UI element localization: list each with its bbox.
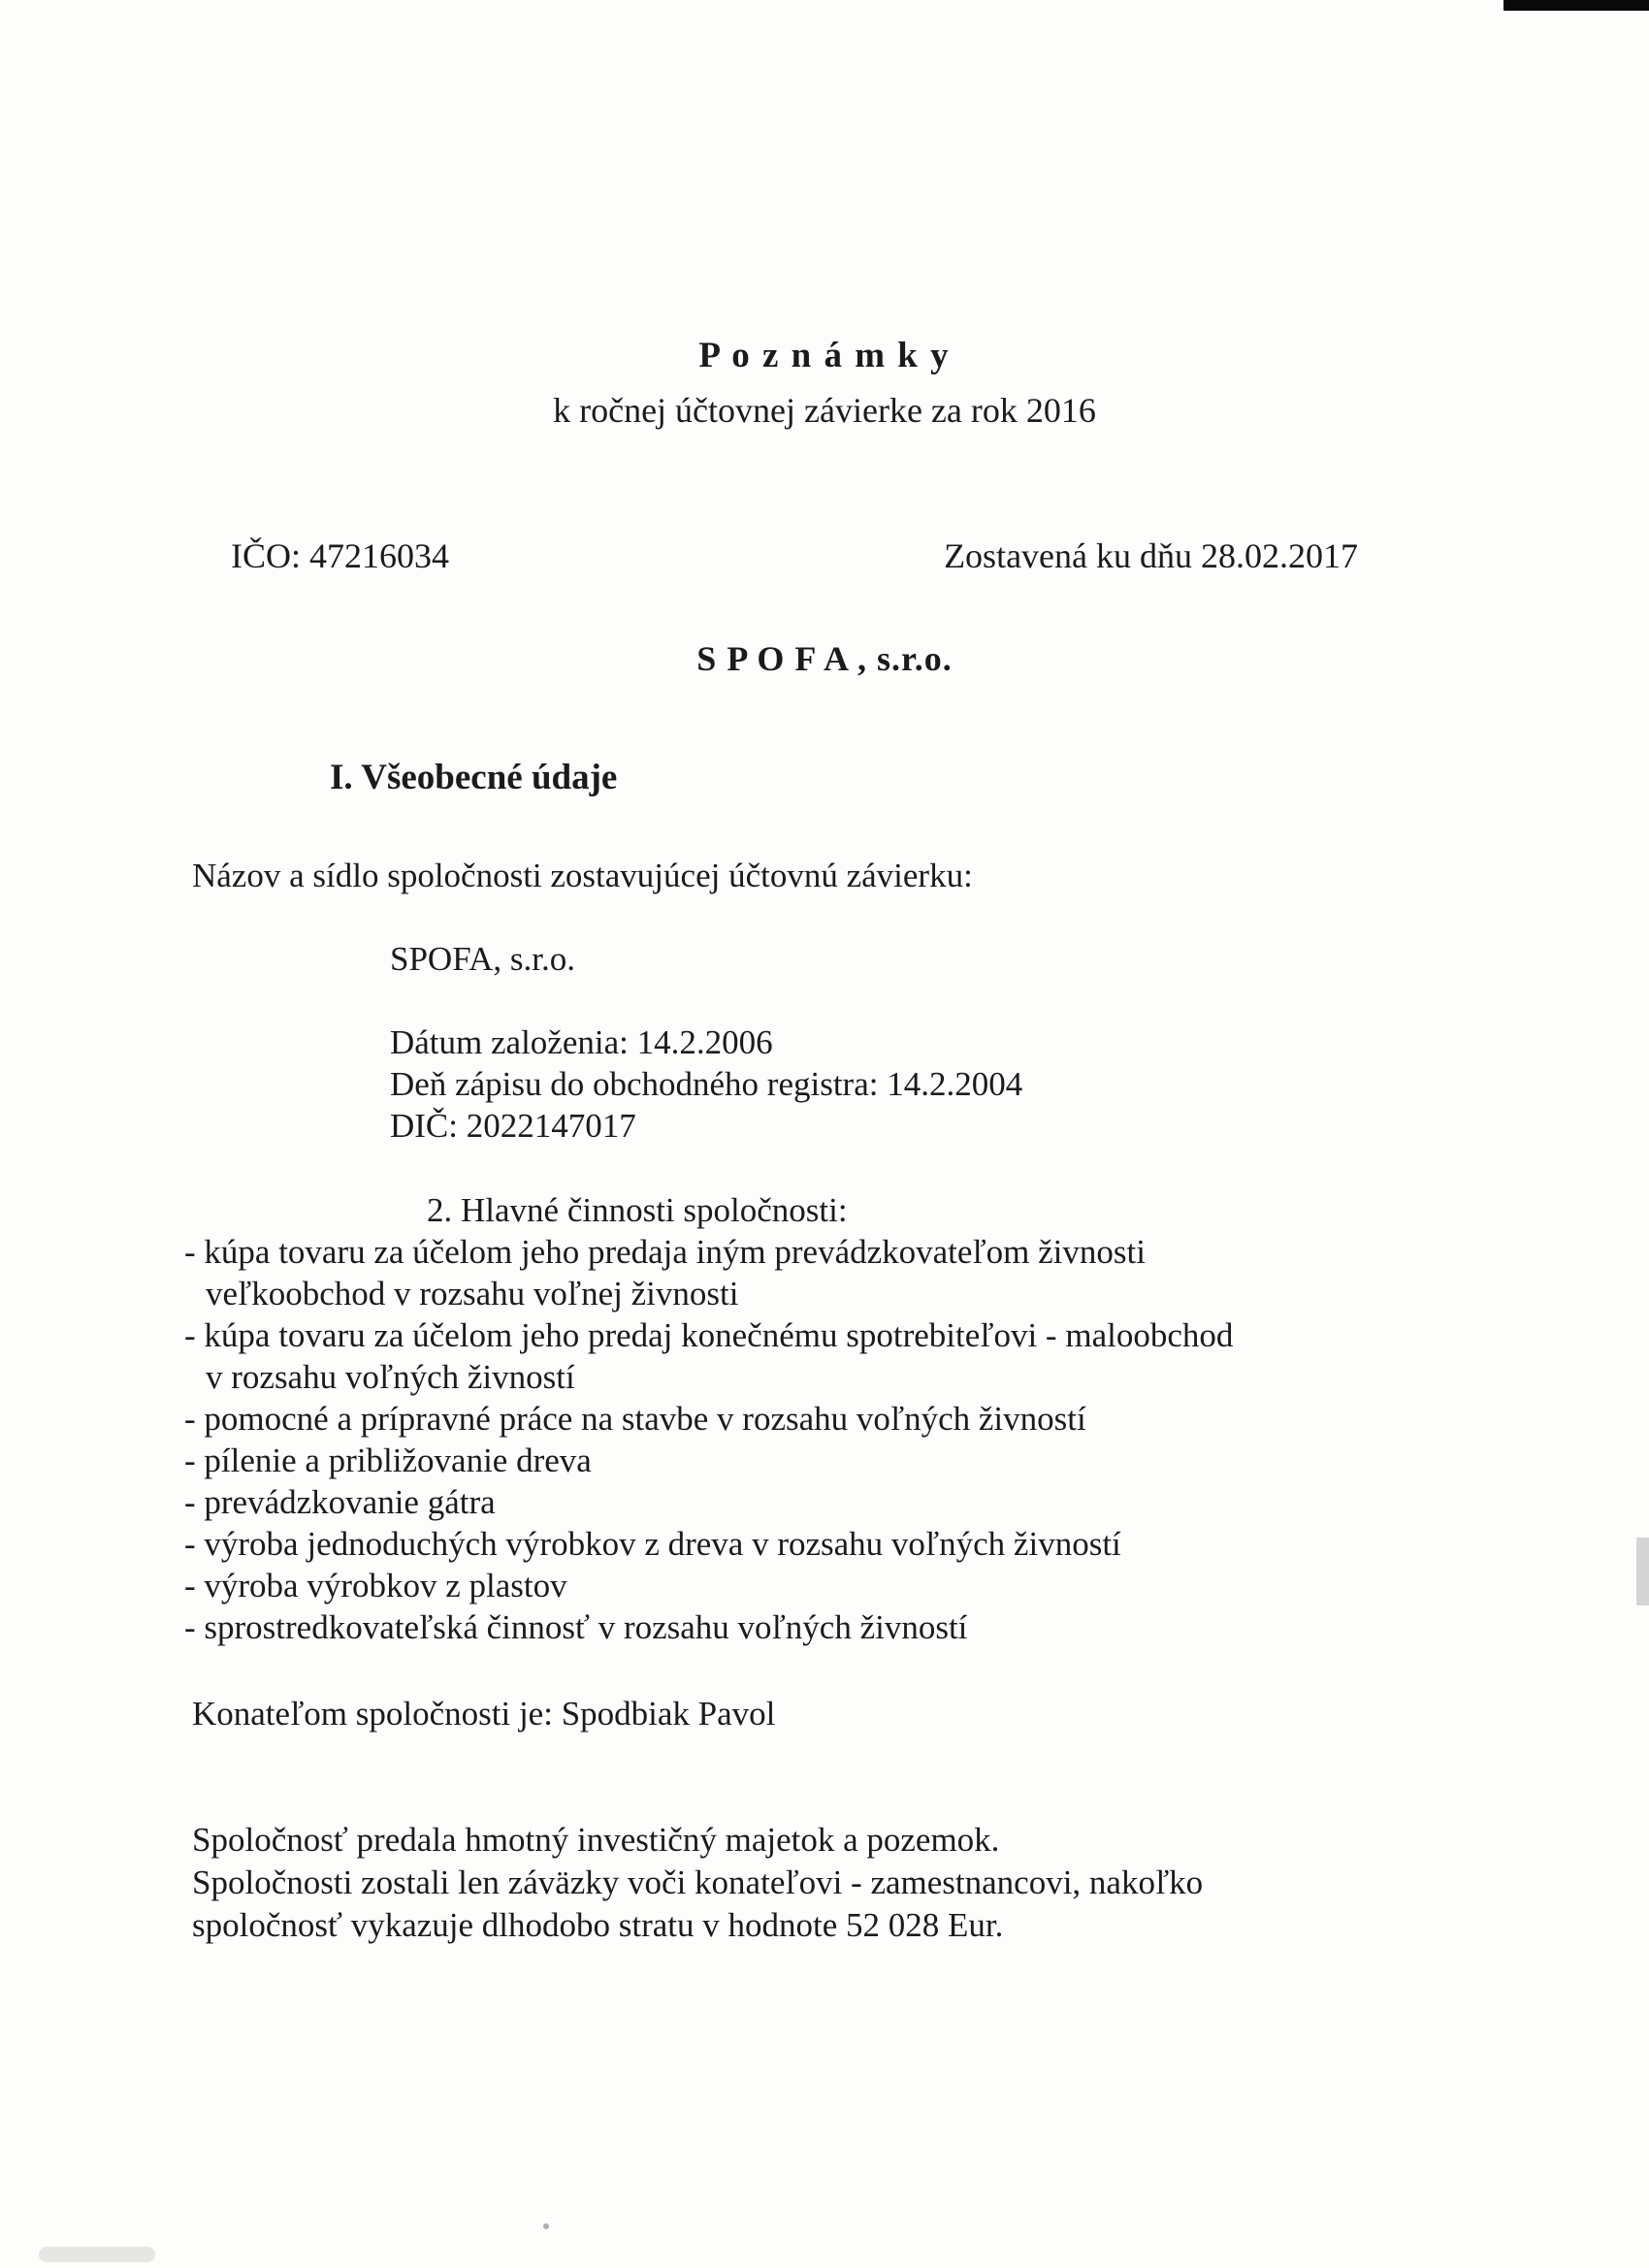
- manager-line: Konateľom spoločnosti je: Spodbiak Pavol: [192, 1695, 776, 1733]
- compiled-date: Zostavená ku dňu 28.02.2017: [944, 536, 1358, 575]
- document-subtitle: k ročnej účtovnej závierke za rok 2016: [553, 391, 1096, 430]
- meta-row: [0, 535, 1649, 576]
- activity-line-continuation: veľkoobchod v rozsahu voľnej živnosti: [206, 1275, 739, 1312]
- activities-heading: 2. Hlavné činnosti spoločnosti:: [427, 1191, 848, 1229]
- document-title: P o z n á m k y: [698, 336, 951, 375]
- section-heading-general-data: I. Všeobecné údaje: [330, 758, 618, 797]
- scan-artifact-bottom-dot: [543, 2223, 549, 2229]
- activity-line: - kúpa tovaru za účelom jeho predaja iným prevádzkovateľom živnosti: [184, 1233, 1146, 1271]
- activity-line: - výroba jednoduchých výrobkov z dreva v rozsahu voľných živností: [184, 1525, 1121, 1563]
- activity-line: - pílenie a približovanie dreva: [184, 1442, 592, 1479]
- activity-line: - sprostredkovateľská činnosť v rozsahu voľných živností: [184, 1608, 968, 1646]
- activity-line: - výroba výrobkov z plastov: [184, 1567, 567, 1604]
- scan-artifact-bottom-smudge: [39, 2247, 155, 2262]
- founding-block: [390, 1021, 1649, 1147]
- activity-line: - pomocné a prípravné práce na stavbe v rozsahu voľných živností: [184, 1400, 1086, 1438]
- scan-artifact-top-bar: [1504, 0, 1649, 11]
- closing-line: spoločnosť vykazuje dlhodobo stratu v hodnote 52 028 Eur.: [192, 1906, 1004, 1944]
- registry-date-line: Deň zápisu do obchodného registra: 14.2.2004: [390, 1065, 1023, 1103]
- closing-line: Spoločnosť predala hmotný investičný majetok a pozemok.: [192, 1821, 1000, 1859]
- scan-artifact-right-smudge: [1636, 1538, 1649, 1605]
- closing-line: Spoločnosti zostali len záväzky voči konateľovi - zamestnancovi, nakoľko: [192, 1863, 1204, 1901]
- activity-line: - prevádzkovanie gátra: [184, 1483, 496, 1521]
- company-heading: S P O F A , s.r.o.: [696, 639, 953, 678]
- company-name: SPOFA, s.r.o.: [390, 940, 575, 978]
- ico-value: IČO: 47216034: [231, 536, 449, 575]
- activity-line-continuation: v rozsahu voľných živností: [206, 1358, 575, 1396]
- founding-date-line: Dátum založenia: 14.2.2006: [390, 1023, 773, 1061]
- intro-line: Názov a sídlo spoločnosti zostavujúcej účtovnú závierku:: [192, 857, 973, 894]
- activity-line: - kúpa tovaru za účelom jeho predaj konečnému spotrebiteľovi - maloobchod: [184, 1316, 1234, 1354]
- dic-line: DIČ: 2022147017: [390, 1107, 636, 1145]
- activities-list: [184, 1231, 1649, 1648]
- closing-paragraph: [192, 1819, 1649, 1947]
